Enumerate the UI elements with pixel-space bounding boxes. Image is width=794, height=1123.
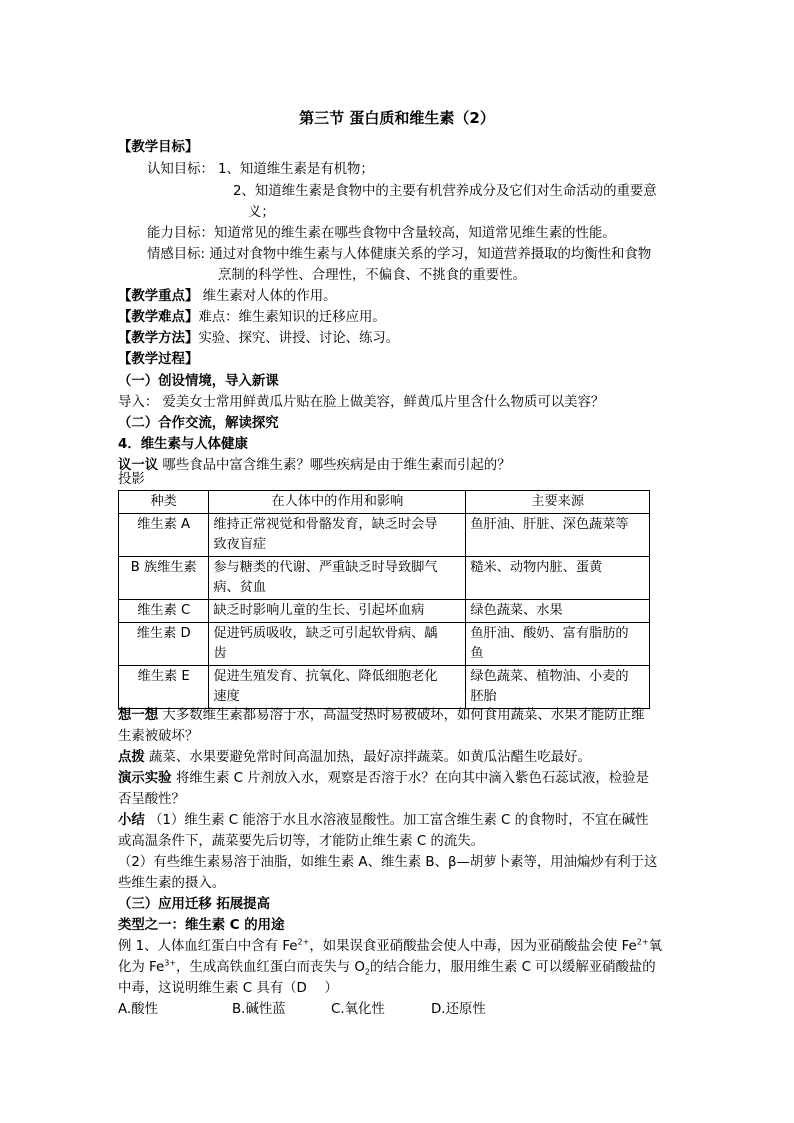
table-row [119,514,650,557]
summary-cont-3: 些维生素的摄入。 [118,876,226,891]
table-cell-source: 绿色蔬菜、植物油、小麦的 胚胎 [466,666,650,709]
example-line-2: 化为 $Fe^{3+}$，生成高铁血红蛋白而丧失与 $O_2$的结合能力，服用维生素 C 可以缓解亚硝酸盐的 [118,958,656,977]
demo-label: 演示实验 [118,771,172,786]
table-cell-source: 糙米、动物内脏、蛋黄 [466,557,650,600]
example-line-3: 中毒，这说明维生素 C 具有（D ） [118,981,338,996]
table-cell-effect: 参与糖类的代谢、严重缺乏时导致脚气 病、贫血 [209,557,466,600]
section2-heading: （二）合作交流，解读探究 [118,416,279,431]
think-question [118,706,645,726]
table-cell-name: B 族维生素 [119,557,209,600]
table-cell-effect: 缺乏时影响儿童的生长、引起坏血病 [209,600,466,623]
table-row [119,623,650,666]
summary-cont-2: （2）有些维生素易溶于油脂，如维生素 A、维生素 B、β—胡萝卜素等，用油煸炒有利于这 [118,855,658,870]
summary [118,811,649,831]
option-d: D.还原性 [431,1002,486,1017]
table-row [119,600,650,623]
emotion-objective-cont: 烹制的科学性、合理性，不偏食、不挑食的重要性。 [218,268,526,283]
cognitive-objective-label: 认知目标： [147,162,214,177]
table-cell-name: 维生素 E [119,666,209,709]
demo-experiment-cont: 否呈酸性？ [118,792,185,807]
cognitive-objective-1: 1、知道维生素是有机物； [218,162,374,177]
summary-cont-1: 或高温条件下，蔬菜要先后切等，才能防止维生素 C 的流失。 [118,834,485,849]
ability-objective: 能力目标：知道常见的维生素在哪些食物中含量较高，知道常见维生素的性能。 [147,226,616,241]
demo-text: 将维生素 C 片剂放入水，观察是否溶于水？在向其中滴入紫色石蕊试液，检验是 [171,771,649,786]
page-title: 第三节 蛋白质和维生素（2） [299,109,495,127]
demo-experiment [118,769,649,789]
option-c: C.氧化性 [331,1002,385,1017]
table-cell-source: 鱼肝油、肝脏、深色蔬菜等 [466,514,650,557]
table-cell-name: 维生素 D [119,623,209,666]
objectives-heading: 【教学目标】 [118,140,199,155]
key-point-text: 维生素对人体的作用。 [198,289,337,304]
discuss-text: 哪些食品中富含维生素？哪些疾病是由于维生素而引起的？ [158,458,511,473]
table-row [119,557,650,600]
section2-topic: 4．维生素与人体健康 [118,437,248,452]
discuss-label: 议一议 [118,458,159,473]
type-heading: 类型之一：维生素 C 的用途 [118,918,285,933]
summary-text: （1）维生素 C 能溶于水且水溶液显酸性。加工富含维生素 C 的食物时，不宜在碱性 [144,813,649,828]
table-header-cell: 主要来源 [466,491,650,514]
cognitive-objective-2: 2、知道维生素是食物中的主要有机营养成分及它们对生命活动的重要意 [233,184,657,199]
summary-label: 小结 [118,813,145,828]
cognitive-objective-2-cont: 义； [248,205,275,220]
table-header-cell: 种类 [119,491,209,514]
think-label: 想一想 [118,708,159,723]
table-cell-source: 鱼肝油、酸奶、富有脂肪的 鱼 [466,623,650,666]
projection-label: 投影 [118,472,145,487]
table-header-row [119,491,650,514]
emotion-objective: 情感目标: 通过对食物中维生素与人体健康关系的学习，知道营养摄取的均衡性和食物 [147,247,652,262]
table-cell-name: 维生素 C [119,600,209,623]
tip-text: 蔬菜、水果要避免常时间高温加热，最好凉拌蔬菜。如黄瓜沾醋生吃最好。 [144,750,591,765]
difficult-point [118,308,386,328]
section1-intro: 导入： 爱美女士常用鲜黄瓜片贴在脸上做美容，鲜黄瓜片里含什么物质可以美容？ [118,395,605,410]
table-header-cell: 在人体中的作用和影响 [209,491,466,514]
vitamin-table [118,490,650,709]
table-row [119,666,650,709]
difficult-point-text: 难点：维生素知识的迁移应用。 [198,310,386,325]
section3-heading: （三）应用迁移 拓展提高 [118,897,270,912]
difficult-point-label: 【教学难点】 [118,310,199,325]
key-point-label: 【教学重点】 [118,289,199,304]
option-a: A.酸性 [118,1002,158,1017]
table-cell-effect: 促进生殖发育、抗氧化、降低细胞老化 速度 [209,666,466,709]
think-text: 大多数维生素都易溶于水，高温受热时易被破坏，如何食用蔬菜、水果才能防止维 [158,708,645,723]
process-heading: 【教学过程】 [118,352,199,367]
teaching-method-text: 实验、探究、讲授、讨论、练习。 [198,331,400,346]
table-cell-name: 维生素 A [119,514,209,557]
table-cell-effect: 维持正常视觉和骨骼发育，缺乏时会导 致夜盲症 [209,514,466,557]
teaching-method [118,329,399,349]
tip-label: 点拨 [118,750,145,765]
table-cell-source: 绿色蔬菜、水果 [466,600,650,623]
section1-heading: （一）创设情境，导入新课 [118,374,279,389]
teaching-method-label: 【教学方法】 [118,331,199,346]
discuss-question [118,456,511,476]
think-question-cont: 生素被破坏？ [118,729,199,744]
table-cell-effect: 促进钙质吸收，缺乏可引起软骨病、龋 齿 [209,623,466,666]
example-line-1: 例 1、人体血红蛋白中含有 $Fe^{2+}$，如果误食亚硝酸盐会使人中毒，因为亚硝酸盐会使 $Fe^{2+}$氧 [118,937,662,954]
tip [118,748,591,768]
key-point [118,287,337,307]
option-b: B.碱性蓝 [232,1002,286,1017]
